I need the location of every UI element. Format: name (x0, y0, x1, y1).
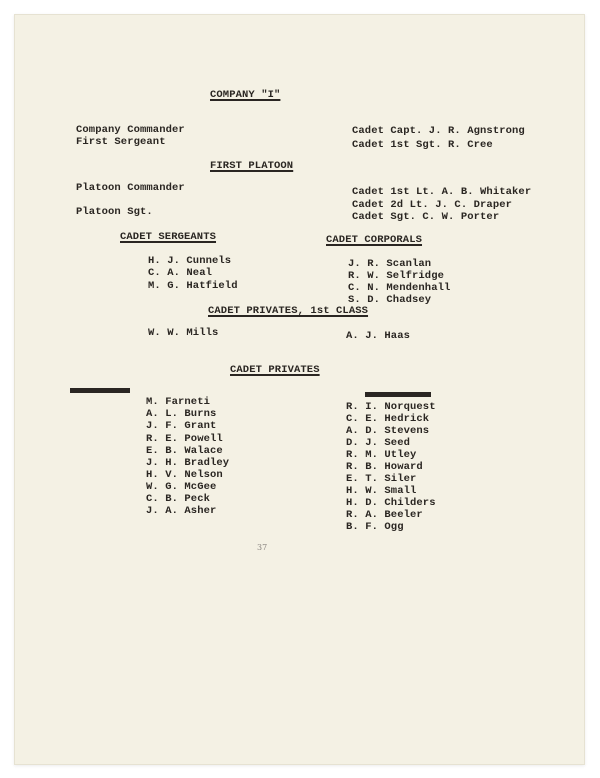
page-title: COMPANY "I" (210, 89, 281, 101)
private-name: H. D. Childers (346, 497, 436, 509)
officer-name: Cadet Capt. J. R. Agnstrong (352, 125, 525, 137)
corporals-heading: CADET CORPORALS (326, 234, 423, 246)
sergeants-heading: CADET SERGEANTS (120, 231, 217, 243)
corporal-name: J. R. Scanlan (348, 258, 432, 270)
private-name: A. L. Burns (146, 408, 217, 420)
pencil-mark: 37 (257, 543, 268, 552)
sergeant-name: H. J. Cunnels (148, 255, 232, 267)
private-first-name: A. J. Haas (346, 330, 411, 342)
platoon-name: Cadet Sgt. C. W. Porter (352, 211, 500, 223)
private-name: H. V. Nelson (146, 469, 223, 481)
private-name: R. E. Powell (146, 433, 223, 445)
sergeant-name: C. A. Neal (148, 267, 213, 279)
private-name: C. B. Peck (146, 493, 211, 505)
officer-role: First Sergeant (76, 136, 166, 148)
platoon-heading: FIRST PLATOON (210, 160, 294, 172)
private-first-name: W. W. Mills (148, 327, 219, 339)
struck-out-text (365, 392, 431, 397)
officer-role: Company Commander (76, 124, 185, 136)
platoon-name: Cadet 2d Lt. J. C. Draper (352, 199, 513, 211)
struck-out-text (70, 388, 130, 393)
private-name: M. Farneti (146, 396, 211, 408)
private-name: H. W. Small (346, 485, 417, 497)
privates-first-heading: CADET PRIVATES, 1st CLASS (208, 305, 369, 317)
private-name: J. H. Bradley (146, 457, 230, 469)
private-name: J. A. Asher (146, 505, 217, 517)
private-name: W. G. McGee (146, 481, 217, 493)
corporal-name: C. N. Mendenhall (348, 282, 451, 294)
private-name: E. B. Walace (146, 445, 223, 457)
private-name: R. B. Howard (346, 461, 423, 473)
privates-heading: CADET PRIVATES (230, 364, 320, 376)
platoon-role: Platoon Commander (76, 182, 185, 194)
corporal-name: R. W. Selfridge (348, 270, 445, 282)
sergeant-name: M. G. Hatfield (148, 280, 238, 292)
private-name: A. D. Stevens (346, 425, 430, 437)
private-name: E. T. Siler (346, 473, 417, 485)
platoon-role: Platoon Sgt. (76, 206, 153, 218)
corporal-name: S. D. Chadsey (348, 294, 432, 306)
platoon-name: Cadet 1st Lt. A. B. Whitaker (352, 186, 532, 198)
private-name: R. M. Utley (346, 449, 417, 461)
private-name: R. A. Beeler (346, 509, 423, 521)
private-name: J. F. Grant (146, 420, 217, 432)
private-name: D. J. Seed (346, 437, 411, 449)
private-name: B. F. Ogg (346, 521, 404, 533)
private-name: R. I. Norquest (346, 401, 436, 413)
private-name: C. E. Hedrick (346, 413, 430, 425)
officer-name: Cadet 1st Sgt. R. Cree (352, 139, 493, 151)
